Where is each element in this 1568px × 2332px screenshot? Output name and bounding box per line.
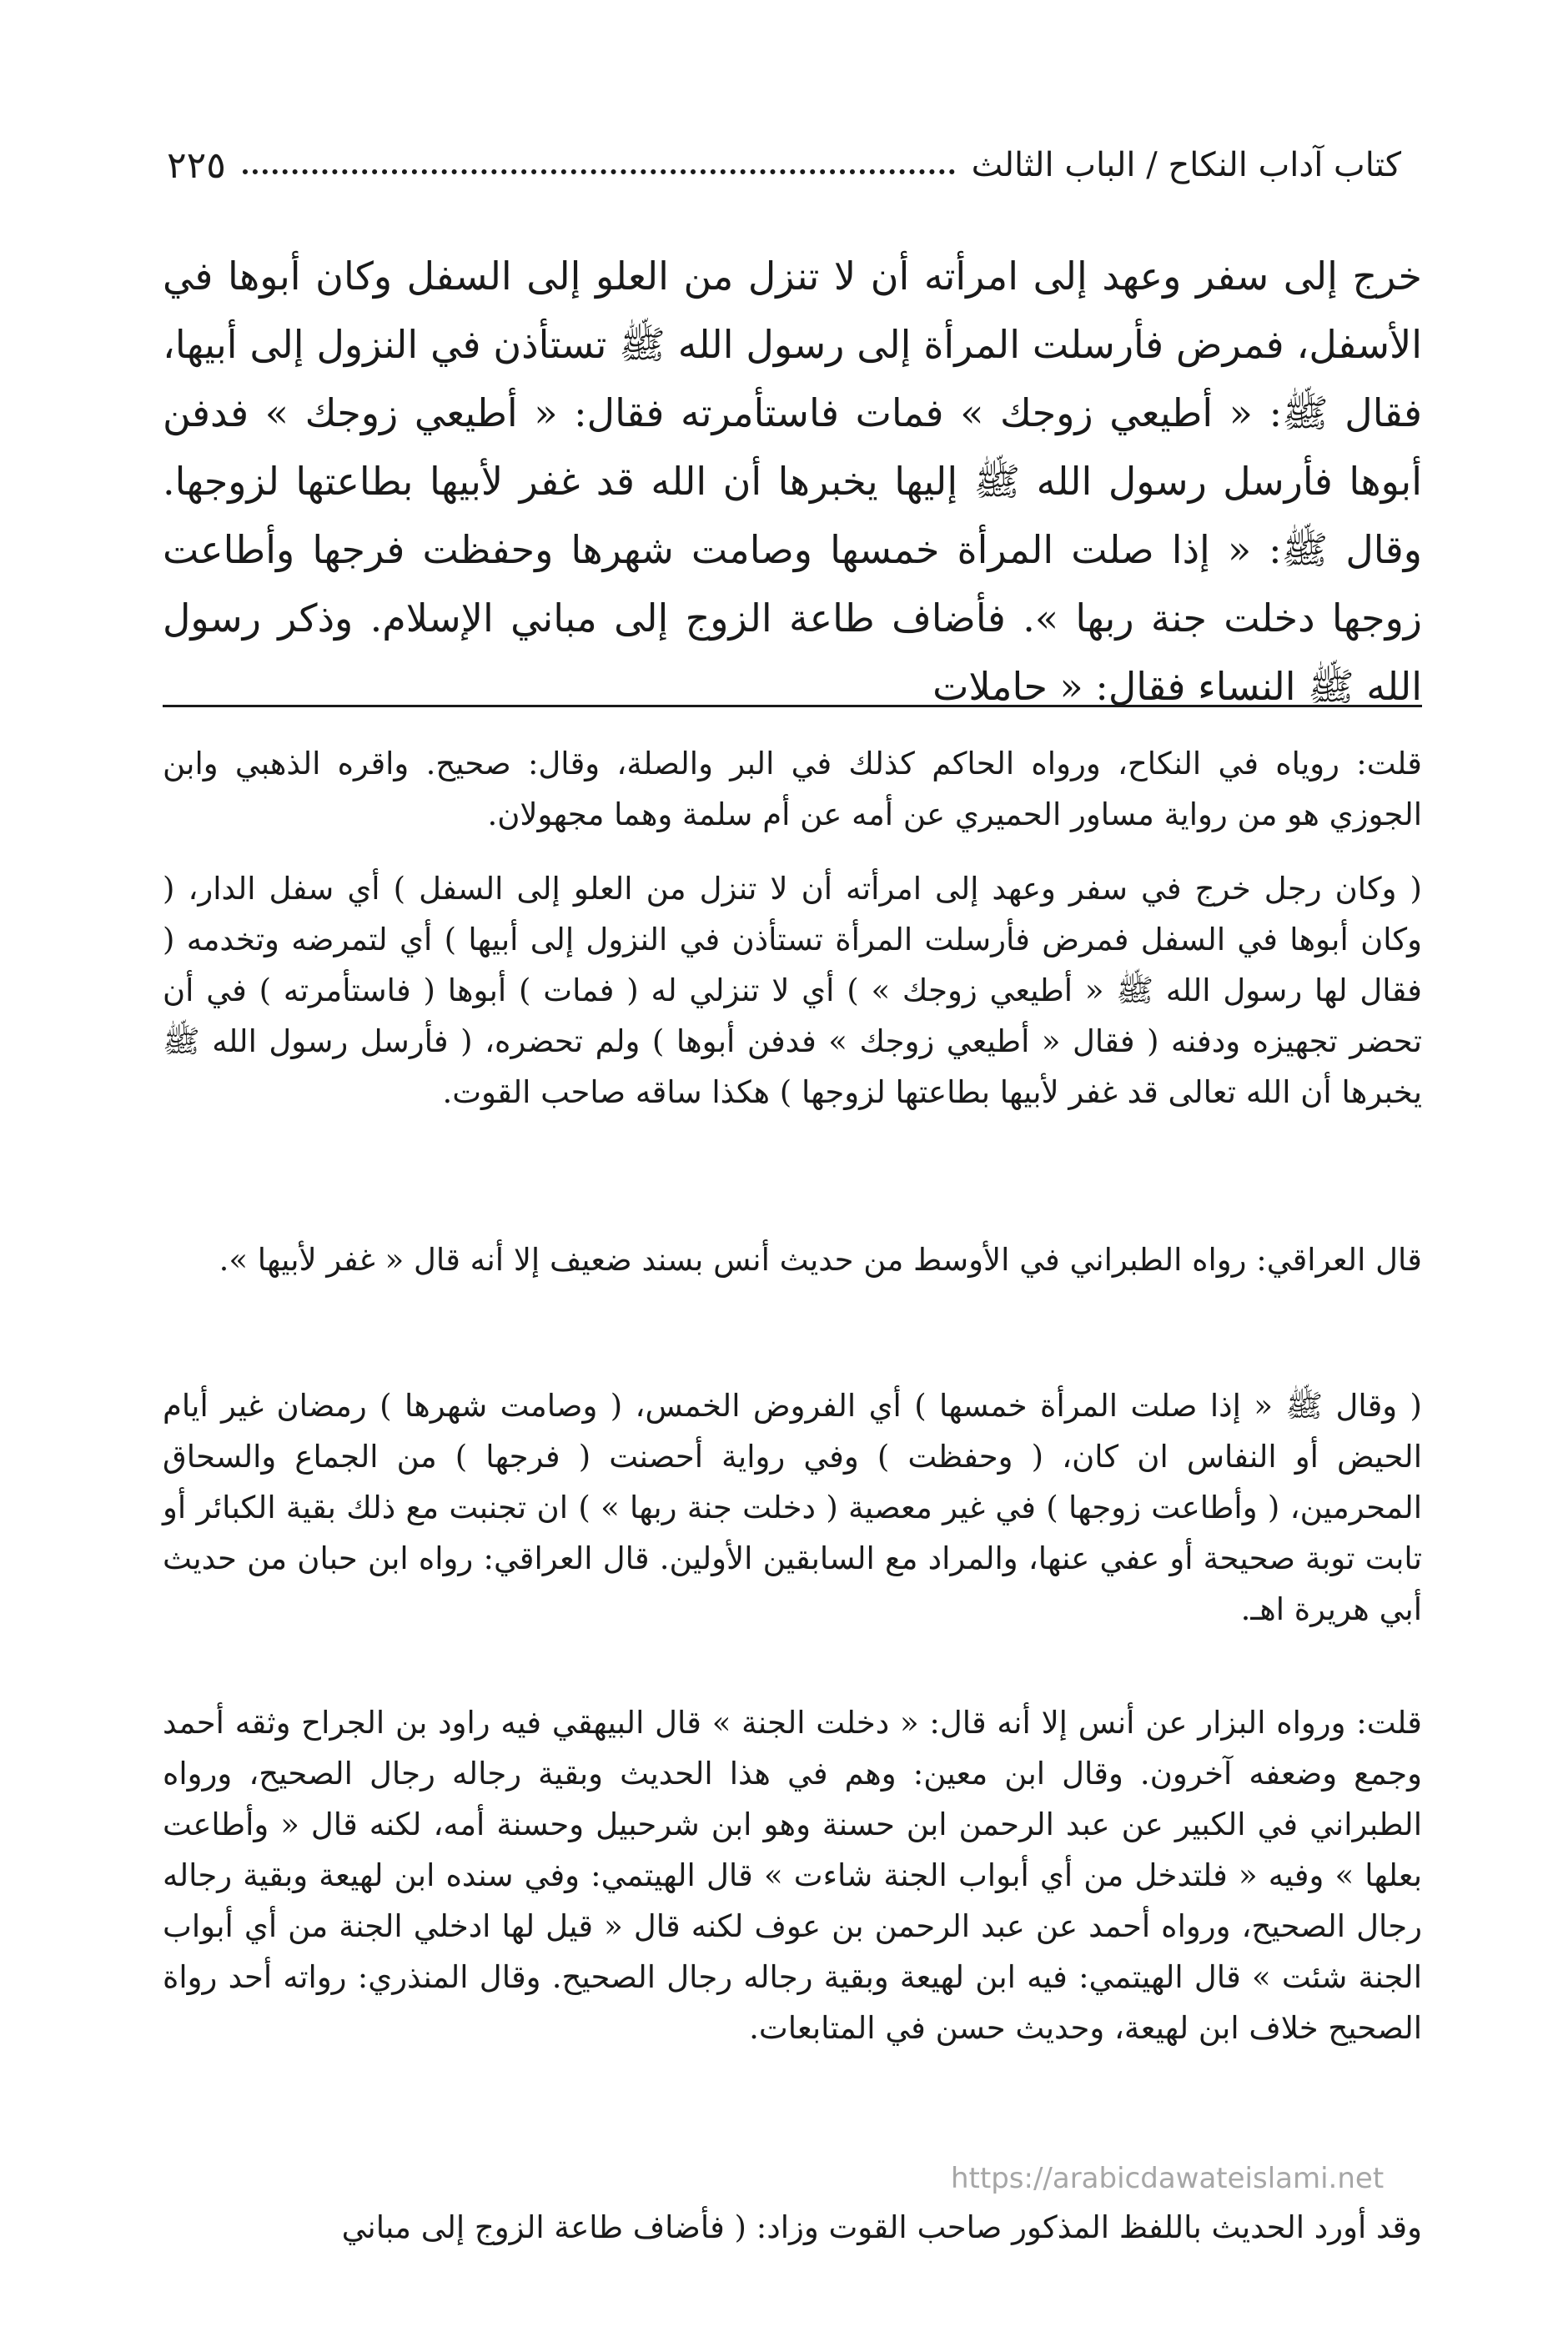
running-header: [167, 140, 1401, 190]
commentary-paragraph-6: [163, 2202, 1422, 2253]
main-text: خرج إلى سفر وعهد إلى امرأته أن لا تنزل من العلو إلى السفل وكان أبوها في الأسفل، فمرض فأرسلت المرأة إلى رسول الله ﷺ تستأذن في النزول إلى أبيها، فقال ﷺ: « أطيعي زوجك » فمات فاستأمرته فقال: « أطيعي زوجك » فدفن أبوها فأرسل رسول الله ﷺ إليها يخبرها أن الله قد غفر لأبيها بطاعتها لزوجها. وقال ﷺ: « إذا صلت المرأة خمسها وصامت شهرها وحفظت فرجها وأطاعت زوجها دخلت جنة ربها ». فأضاف طاعة الزوج إلى مباني الإسلام. وذكر رسول الله ﷺ النساء فقال: « حاملات: [163, 254, 1422, 709]
chapter-title: كتاب آداب النكاح / الباب الثالث: [971, 146, 1401, 184]
commentary-text: قلت: ورواه البزار عن أنس إلا أنه قال: « دخلت الجنة » قال البيهقي فيه راود بن الجراح وثقه أحمد وجمع وضعفه آخرون. وقال ابن معين: وهم في هذا الحديث وبقية رجاله رجال الصحيح، ورواه الطبراني في الكبير عن عبد الرحمن ابن حسنة وهو ابن شرحبيل وحسنة أمه، لكنه قال « وأطاعت بعلها » وفيه « فلتدخل من أي أبواب الجنة شاءت » قال الهيتمي: وفي سنده ابن لهيعة وبقية رجاله رجال الصحيح، ورواه أحمد عن عبد الرحمن بن عوف لكنه قال « قيل لها ادخلي الجنة من أي أبواب الجنة شئت » قال الهيتمي: فيه ابن لهيعة وبقية رجاله رجال الصحيح. وقال المنذري: رواته أحد رواة الصحيح خلاف ابن لهيعة، وحديث حسن في المتابعات.: [163, 1705, 1422, 2046]
commentary-paragraph-1: [163, 738, 1422, 840]
commentary-text: ( وكان رجل خرج في سفر وعهد إلى امرأته أن لا تنزل من العلو إلى السفل ) أي سفل الدار، ( وكان أبوها في السفل فمرض فأرسلت المرأة تستأذن في النزول إلى أبيها ) أي لتمرضه وتخدمه ( فقال لها رسول الله ﷺ « أطيعي زوجك » ) أي لا تنزلي له ( فمات ) أبوها ( فاستأمرته ) في أن تحضر تجهيزه ودفنه ( فقال « أطيعي زوجك » فدفن أبوها ) ولم تحضره، ( فأرسل رسول الله ﷺ يخبرها أن الله تعالى قد غفر لأبيها بطاعتها لزوجها ) هكذا ساقه صاحب القوت.: [163, 871, 1422, 1110]
commentary-paragraph-3: [163, 1234, 1422, 1285]
commentary-paragraph-4: [163, 1380, 1422, 1635]
commentary-text: ( وقال ﷺ « إذا صلت المرأة خمسها ) أي الفروض الخمس، ( وصامت شهرها ) رمضان غير أيام الحيض أو النفاس ان كان، ( وحفظت ) وفي رواية أحصنت ( فرجها ) من الجماع والسحاق المحرمين، ( وأطاعت زوجها ) في غير معصية ( دخلت جنة ربها » ) ان تجنبت مع ذلك بقية الكبائر أو تابت توبة صحيحة أو عفي عنها، والمراد مع السابقين الأولين. قال العراقي: رواه ابن حبان من حديث أبي هريرة اهـ.: [163, 1388, 1422, 1627]
commentary-text: قلت: روياه في النكاح، ورواه الحاكم كذلك في البر والصلة، وقال: صحيح. واقره الذهبي وابن الجوزي هو من رواية مساور الحميري عن أمه عن أم سلمة وهما مجهولان.: [163, 746, 1422, 832]
leader-dots: [243, 169, 955, 174]
page-number: ٢٢٥: [167, 143, 226, 187]
footnote-separator: [163, 705, 1422, 707]
commentary-paragraph-2: [163, 863, 1422, 1118]
watermark-url: https://arabicdawateislami.net: [951, 2162, 1385, 2195]
commentary-text: قال العراقي: رواه الطبراني في الأوسط من حديث أنس بسند ضعيف إلا أنه قال « غفر لأبيها ».: [219, 1242, 1422, 1278]
commentary-paragraph-5: [163, 1697, 1422, 2053]
commentary-text: وقد أورد الحديث باللفظ المذكور صاحب القوت وزاد: ( فأضاف طاعة الزوج إلى مباني: [341, 2209, 1422, 2245]
